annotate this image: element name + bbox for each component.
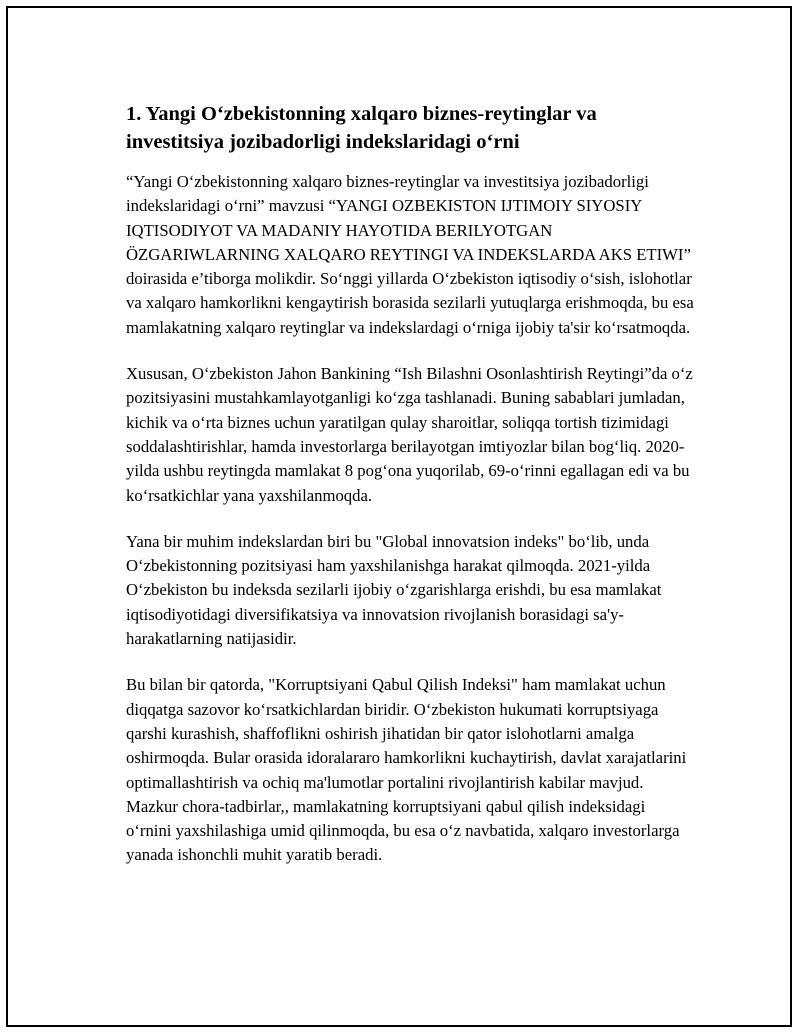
paragraph-doing-business: Xususan, O‘zbekiston Jahon Bankining “Ish Bilashni Osonlashtirish Reytingi”da o‘z pozitsiyasini mustahkamlayotganligi ko‘zga tashlanadi. Buning sabablari jumladan, kichik va o‘rta biznes uchun yaratilgan qulay sharoitlar, soliqqa tortish tizimidagi soddalashtirishlar, hamda investorlarga berilayotgan imtiyozlar bilan bog‘liq. 2020-yilda ushbu reytingda mamlakat 8 pog‘ona yuqorilab, 69-o‘rinni egallagan edi va bu ko‘rsatkichlar yana yaxshilanmoqda.: [126, 364, 693, 505]
paragraph-intro: “Yangi O‘zbekistonning xalqaro biznes-reytinglar va investitsiya jozibadorligi indekslaridagi o‘rni” mavzusi “YANGI OZBEKISTON IJTIMOIY SIYOSIY IQTISODIYOT VA MADANIY HAYOTIDA BERILYOTGAN ÖZGARIWLARNING XALQARO REYTINGI VA INDEKSLARDA AKS ETIWI” doirasida e’tiborga molikdir. So‘nggi yillarda O‘zbekiston iqtisodiy o‘sish, islohotlar va xalqaro hamkorlikni kengaytirish borasida sezilarli yutuqlarga erishmoqda, bu esa mamlakatning xalqaro reytinglar va indekslardagi o‘rniga ijobiy ta'sir ko‘rsatmoqda.: [126, 172, 694, 337]
document-body: [126, 100, 694, 890]
document-title: 1. Yangi O‘zbekistonning xalqaro biznes-reytinglar va investitsiya jozibadorligi indekslaridagi o‘rni: [126, 103, 597, 153]
paragraph-corruption-index: Bu bilan bir qatorda, "Korruptsiyani Qabul Qilish Indeksi" ham mamlakat uchun diqqatga sazovor ko‘rsatkichlardan biridir. O‘zbekiston hukumati korruptsiyaga qarshi kurashish, shaffoflikni oshirish jihatidan bir qator islohotlarni amalga oshirmoqda. Bular orasida idoralararo hamkorlikni kuchaytirish, davlat xarajatlarini optimallashtirish va ochiq ma'lumotlar portalini rivojlantirish kabilar mavjud. Mazkur chora-tadbirlar,, mamlakatning korruptsiyani qabul qilish indeksidagi o‘rnini yaxshilashiga umid qilinmoqda, bu esa o‘z navbatida, xalqaro investorlarga yanada ishonchli muhit yaratib beradi.: [126, 675, 687, 865]
document-page: [6, 6, 792, 1027]
paragraph-innovation-index: Yana bir muhim indekslardan biri bu "Global innovatsion indeks" bo‘lib, unda O‘zbekistonning pozitsiyasi ham yaxshilanishga harakat qilmoqda. 2021-yilda O‘zbekiston bu indeksda sezilarli ijobiy o‘zgarishlarga erishdi, bu esa mamlakat iqtisodiyotidagi diversifikatsiya va innovatsion rivojlanish borasidagi sa'y-harakatlarning natijasidir.: [126, 531, 662, 649]
